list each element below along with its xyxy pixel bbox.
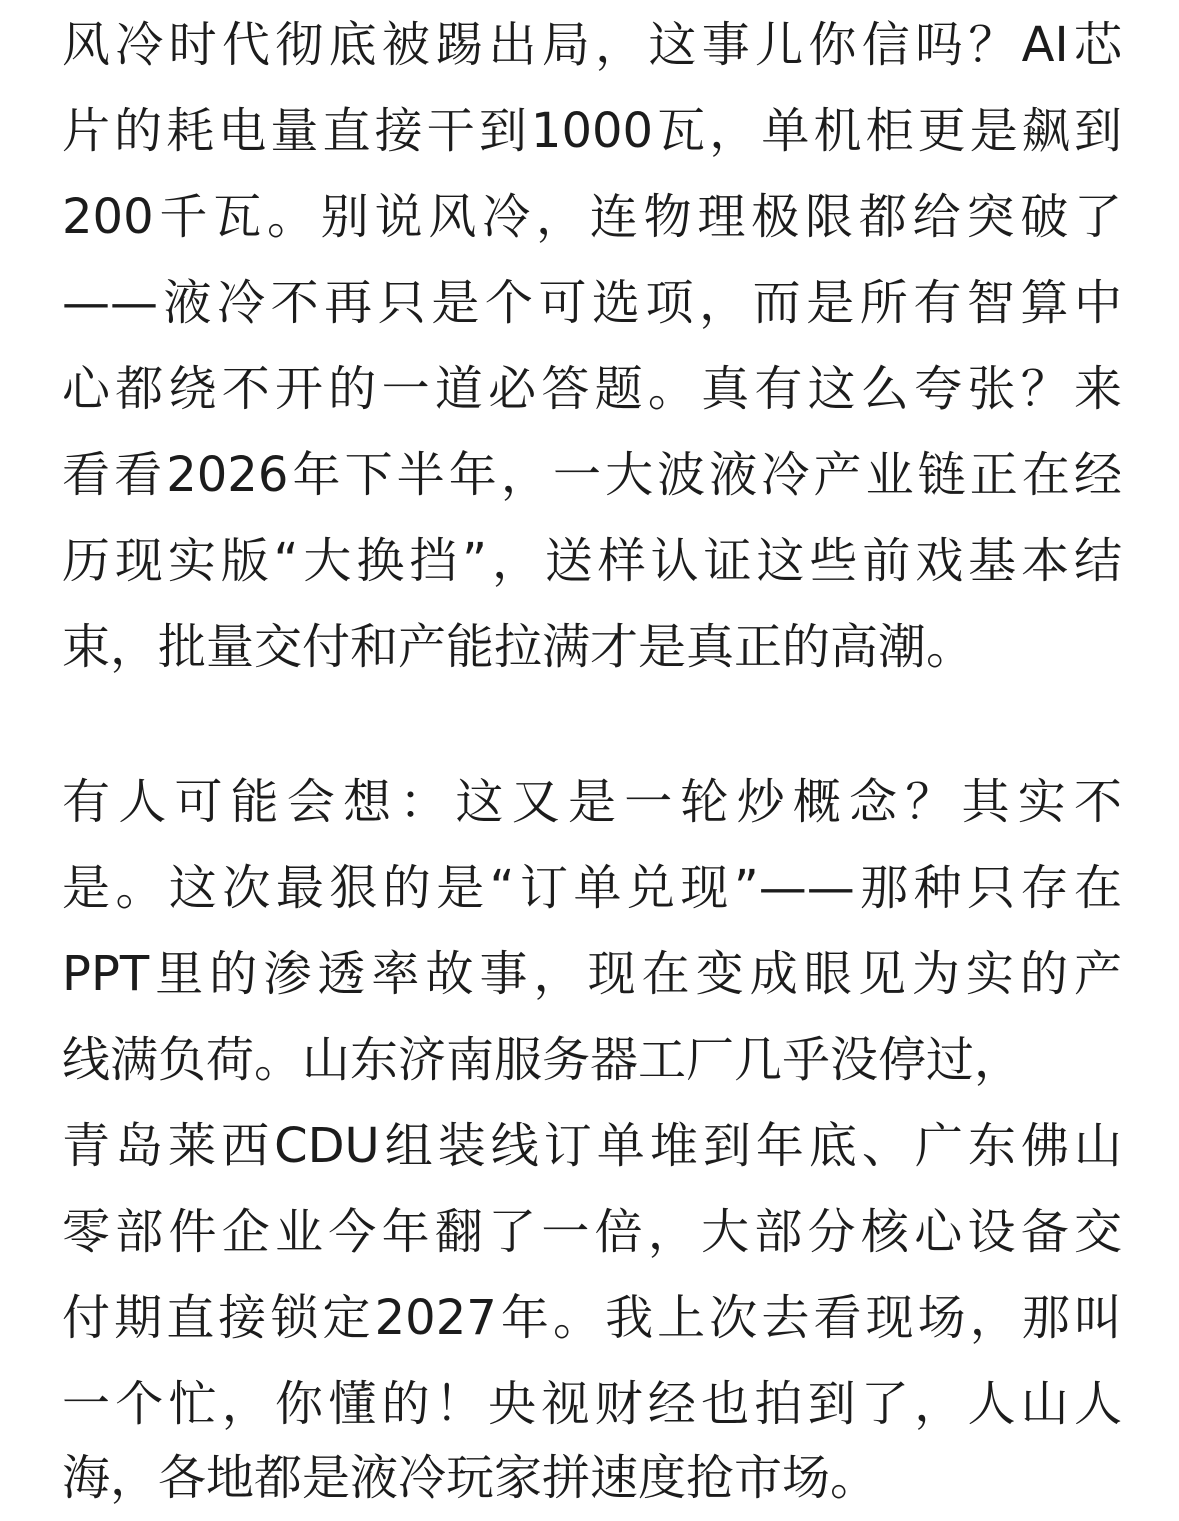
text-line: 海，各地都是液冷玩家拼速度抢市场。	[62, 1450, 879, 1506]
text-line: 片的耗电量直接干到1000瓦，单机柜更是飙到	[62, 103, 1122, 159]
text-line: ——液冷不再只是个可选项，而是所有智算中	[62, 275, 1122, 331]
text-line: 有人可能会想：这又是一轮炒概念？其实不	[62, 774, 1122, 830]
text-line: 历现实版“大换挡”，送样认证这些前戏基本结	[62, 533, 1122, 589]
text-line: 一个忙，你懂的！央视财经也拍到了，人山人	[62, 1376, 1122, 1432]
text-line: 束，批量交付和产能拉满才是真正的高潮。	[62, 619, 975, 675]
text-line: 零部件企业今年翻了一倍，大部分核心设备交	[62, 1204, 1122, 1260]
text-line: 风冷时代彻底被踢出局，这事儿你信吗？AI芯	[62, 17, 1122, 73]
text-line: 是。这次最狠的是“订单兑现”——那种只存在	[62, 860, 1122, 916]
text-line: 看看2026年下半年，一大波液冷产业链正在经	[62, 447, 1122, 503]
text-line: 心都绕不开的一道必答题。真有这么夸张？来	[62, 361, 1122, 417]
text-line: 青岛莱西CDU组装线订单堆到年底、广东佛山	[62, 1118, 1122, 1174]
text-line: 200千瓦。别说风冷，连物理极限都给突破了	[62, 189, 1122, 245]
text-line: 付期直接锁定2027年。我上次去看现场，那叫	[62, 1290, 1122, 1346]
text-line: PPT里的渗透率故事，现在变成眼见为实的产	[62, 946, 1122, 1002]
text-line: 线满负荷。山东济南服务器工厂几乎没停过，	[62, 1032, 1023, 1088]
